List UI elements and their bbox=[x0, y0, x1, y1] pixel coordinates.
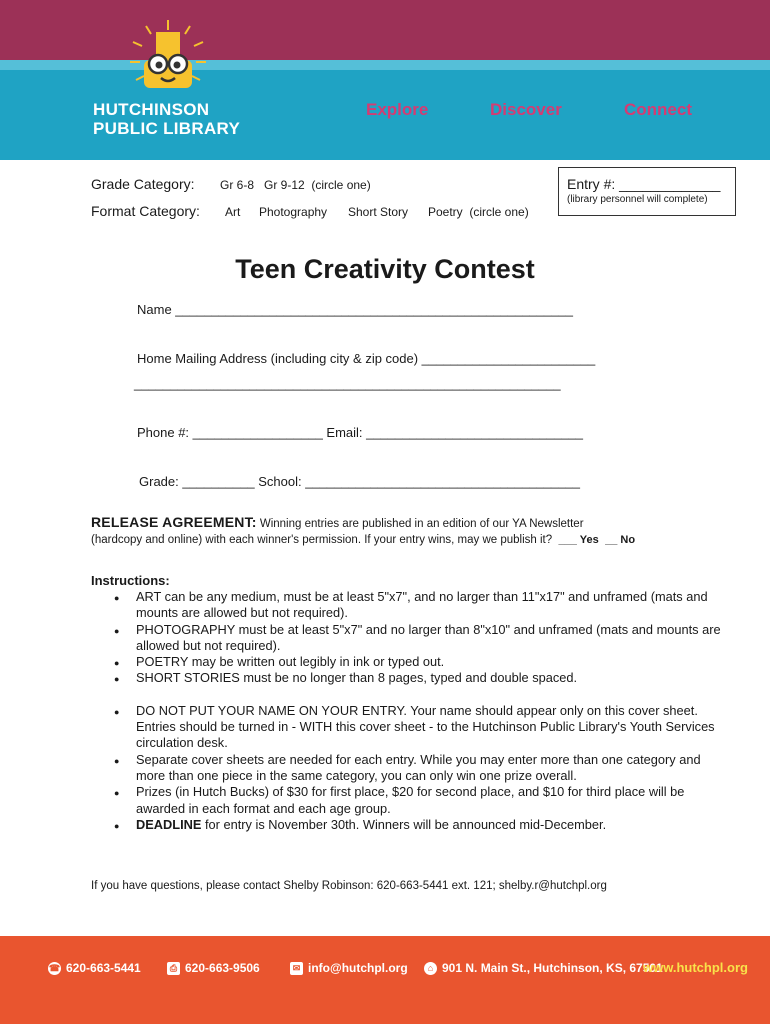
footer-phone[interactable] bbox=[48, 961, 141, 975]
email-icon: ✉ bbox=[290, 962, 303, 975]
footer-address[interactable] bbox=[424, 961, 663, 975]
site-footer bbox=[0, 936, 770, 1024]
page-title: Teen Creativity Contest bbox=[235, 254, 535, 284]
format-category-label: Format Category: bbox=[91, 203, 200, 219]
site-header bbox=[0, 0, 770, 160]
nav-explore[interactable]: Explore bbox=[366, 100, 429, 119]
name-field[interactable]: Name _______________________________________________________ bbox=[137, 302, 573, 317]
instructions-title: Instructions: bbox=[91, 573, 170, 588]
footer-phone-text: 620-663-5441 bbox=[66, 961, 141, 975]
instruction-item-poetry: ● POETRY may be written out legibly in ink or typed out. bbox=[136, 654, 726, 670]
footer-website[interactable]: www.hutchpl.org bbox=[643, 960, 748, 975]
address-field[interactable]: Home Mailing Address (including city & zip code) ________________________ bbox=[137, 351, 596, 366]
fax-icon: ⎙ bbox=[167, 962, 180, 975]
release-agreement-text2: (hardcopy and online) with each winner's permission. If your entry wins, may we publish it? bbox=[91, 534, 553, 546]
library-building-icon: ⌂ bbox=[424, 962, 437, 975]
grade-category-options[interactable]: Gr 6-8 Gr 9-12 (circle one) bbox=[220, 178, 371, 192]
release-yes-option[interactable]: ___ Yes bbox=[558, 534, 599, 546]
nav-connect[interactable]: Connect bbox=[624, 100, 692, 119]
instructions-list bbox=[91, 589, 726, 833]
footer-address-text: 901 N. Main St., Hutchinson, KS, 67501 bbox=[442, 961, 663, 975]
contact-questions: If you have questions, please contact Shelby Robinson: 620-663-5441 ext. 121; shelby.r@hutchpl.org bbox=[91, 880, 607, 892]
format-option-short-story[interactable]: Short Story bbox=[348, 205, 409, 219]
release-agreement-text1: Winning entries are published in an edition of our YA Newsletter bbox=[256, 518, 584, 530]
footer-fax[interactable] bbox=[167, 961, 260, 975]
format-option-art[interactable]: Art bbox=[225, 205, 241, 219]
instruction-item-prizes: ● Prizes (in Hutch Bucks) of $30 for first place, $20 for second place, and $10 for third place will be awarded in each format and each age group. bbox=[136, 784, 726, 817]
phone-icon: ☎ bbox=[48, 962, 61, 973]
header-teal-stripe bbox=[0, 60, 770, 70]
instruction-item-deadline bbox=[136, 817, 726, 833]
release-agreement-line2 bbox=[91, 532, 635, 549]
footer-email-text: info@hutchpl.org bbox=[308, 961, 408, 975]
instruction-item-art: ● ART can be any medium, must be at least 5"x7", and no larger than 11"x17" and unframed (mats and mounts are allowed but not required). bbox=[136, 589, 726, 622]
grade-category-label: Grade Category: bbox=[91, 176, 195, 192]
instruction-item-photography: ● PHOTOGRAPHY must be at least 5"x7" and no larger than 8"x10" and unframed (mats and mounts are allowed but not required). bbox=[136, 622, 726, 655]
library-name-line1: HUTCHINSON bbox=[93, 100, 210, 119]
footer-email[interactable] bbox=[290, 961, 408, 975]
phone-email-field[interactable]: Phone #: __________________ Email: ______________________________ bbox=[137, 425, 584, 440]
library-logo-text[interactable] bbox=[93, 100, 240, 138]
deadline-label: DEADLINE bbox=[136, 816, 202, 832]
address-field-line2[interactable]: ___________________________________________________________ bbox=[134, 376, 561, 391]
grade-school-field[interactable]: Grade: __________ School: ______________________________________ bbox=[139, 474, 580, 489]
entry-number-label[interactable]: Entry #: _____________ bbox=[567, 176, 721, 192]
instruction-item-short-stories: ● SHORT STORIES must be no longer than 8 pages, typed and double spaced. bbox=[136, 670, 726, 686]
library-name-line2: PUBLIC LIBRARY bbox=[93, 119, 241, 138]
release-agreement-line1 bbox=[91, 514, 584, 533]
format-option-poetry[interactable]: Poetry (circle one) bbox=[428, 205, 529, 219]
library-mascot-icon bbox=[128, 18, 208, 98]
header-magenta-band bbox=[0, 0, 770, 60]
entry-number-box bbox=[558, 167, 736, 216]
format-option-photography[interactable]: Photography bbox=[259, 205, 328, 219]
entry-number-note: (library personnel will complete) bbox=[567, 194, 708, 205]
instruction-item-cover-sheets: ● Separate cover sheets are needed for each entry. While you may enter more than one category and more than one piece in the same category, you can only win one prize overall. bbox=[136, 752, 726, 785]
deadline-text: for entry is November 30th. Winners will be announced mid-December. bbox=[201, 816, 607, 832]
instruction-item-no-name: ● DO NOT PUT YOUR NAME ON YOUR ENTRY. Your name should appear only on this cover sheet. Entries should be turned in - WITH this cover sheet - to the Hutchinson Public Library's Youth Services circulation desk. bbox=[136, 703, 726, 752]
footer-fax-text: 620-663-9506 bbox=[185, 961, 260, 975]
release-no-option[interactable]: __ No bbox=[605, 534, 636, 546]
nav-discover[interactable]: Discover bbox=[490, 100, 562, 119]
release-agreement-heading: RELEASE AGREEMENT: bbox=[91, 514, 257, 530]
